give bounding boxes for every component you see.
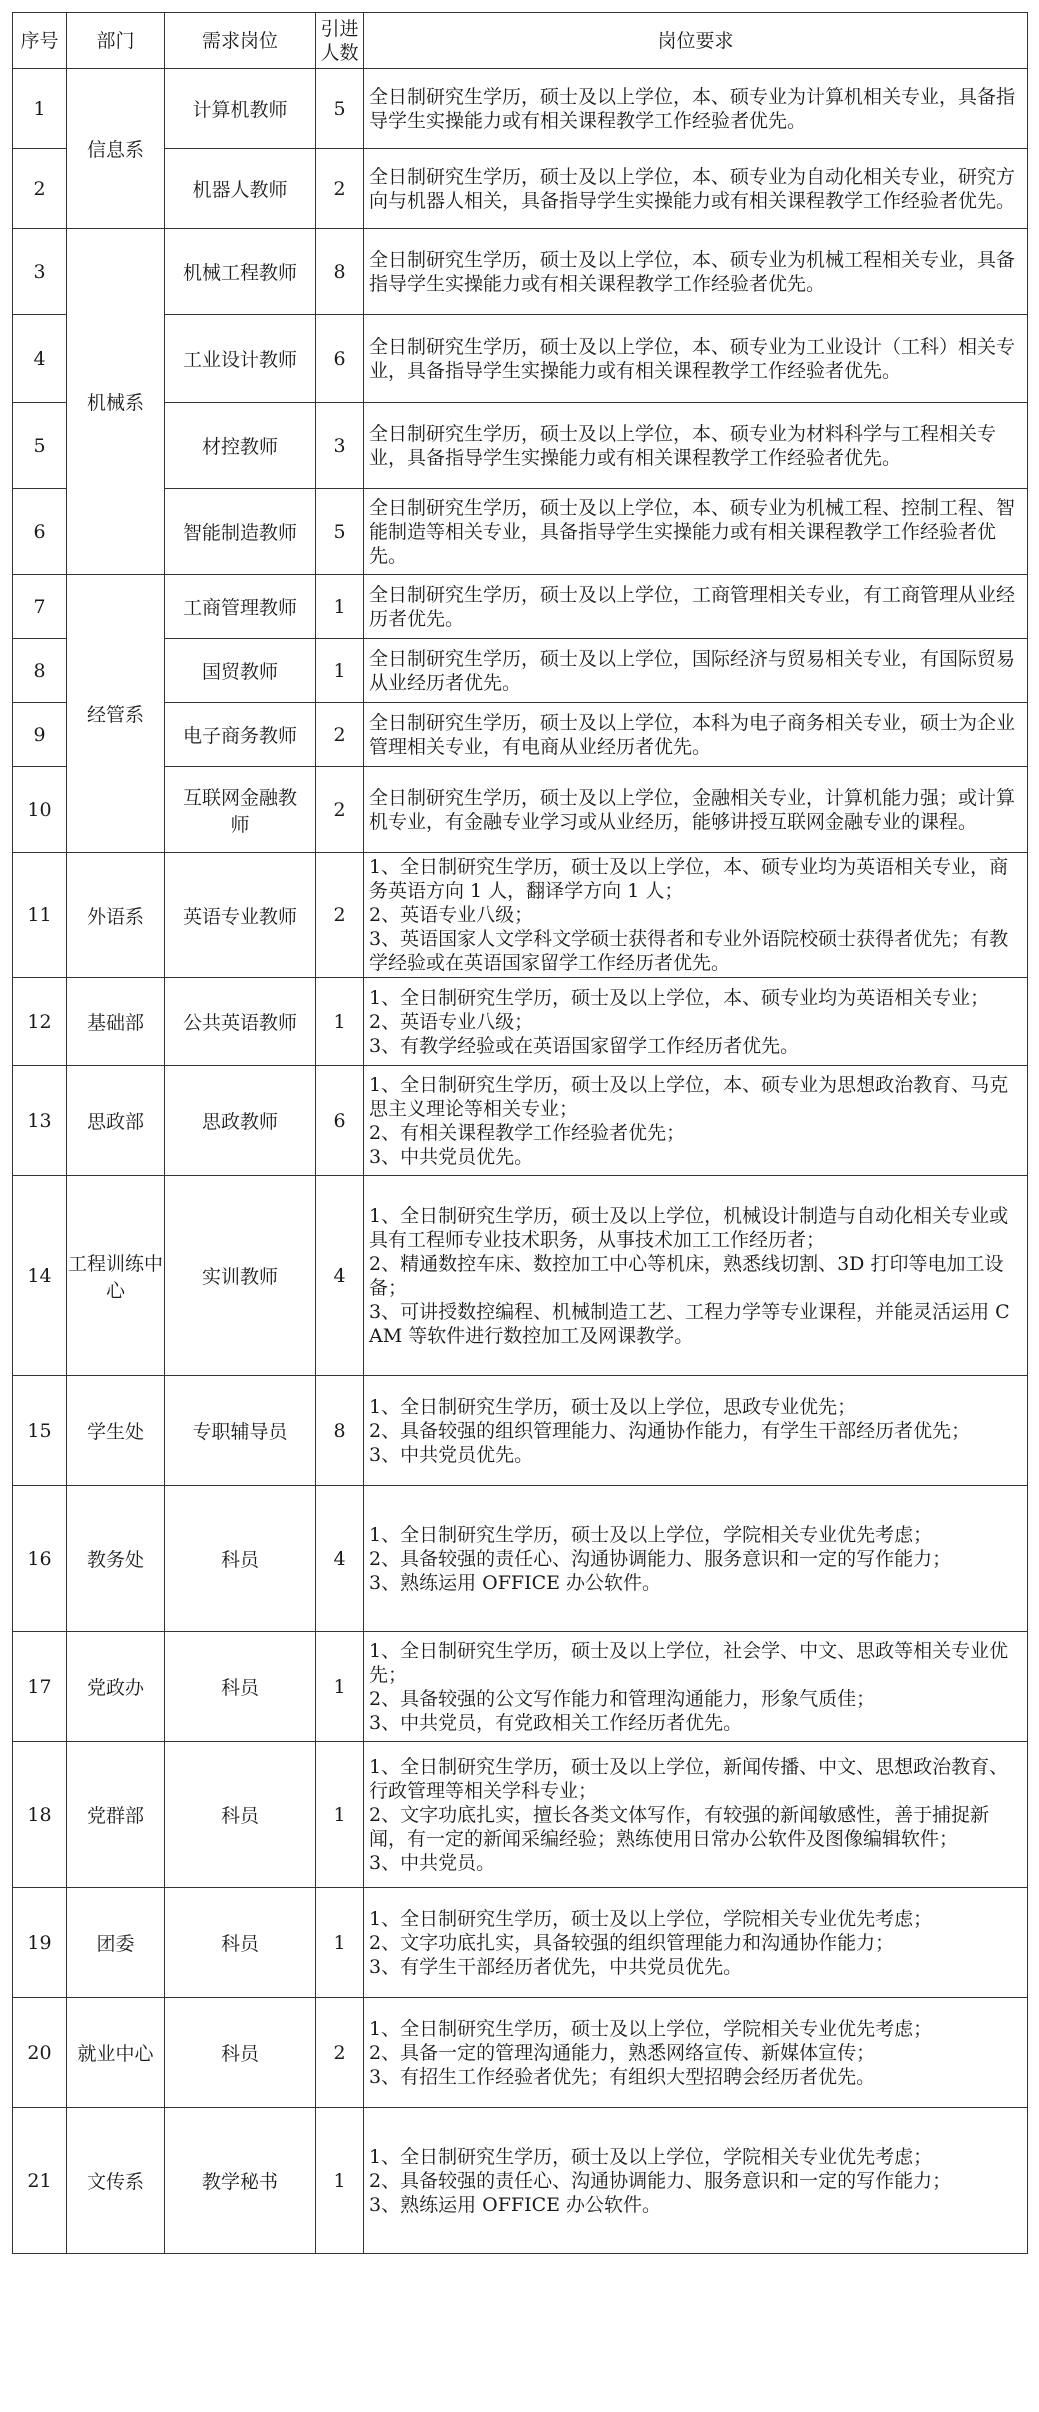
table-row: [13, 489, 1028, 575]
cell-requirements: [364, 1632, 1028, 1742]
requirement-line: 全日制研究生学历，硕士及以上学位，本、硕专业为材料科学与工程相关专业，具备指导学生实操能力或有相关课程教学工作经验者优先。: [369, 422, 997, 469]
cell-position: 教学秘书: [165, 2108, 316, 2254]
cell-department: 学生处: [67, 1376, 165, 1486]
cell-position: 公共英语教师: [165, 978, 316, 1066]
cell-position: 国贸教师: [165, 639, 316, 703]
cell-count: 4: [316, 1486, 364, 1632]
requirement-line: 3、中共党员。: [369, 1851, 496, 1874]
cell-seq: 4: [13, 315, 67, 403]
requirement-line: 1、全日制研究生学历，硕士及以上学位，本、硕专业均为英语相关专业；: [369, 986, 990, 1009]
cell-position: 材控教师: [165, 403, 316, 489]
cell-position: 科员: [165, 1742, 316, 1888]
requirement-line: 3、中共党员优先。: [369, 1145, 534, 1168]
table-row: [13, 69, 1028, 149]
cell-position: 实训教师: [165, 1176, 316, 1376]
recruitment-table: [12, 12, 1028, 2254]
cell-department: 党群部: [67, 1742, 165, 1888]
cell-requirements: [364, 1888, 1028, 1998]
cell-requirements: [364, 1176, 1028, 1376]
cell-position: 工商管理教师: [165, 575, 316, 639]
cell-seq: 11: [13, 853, 67, 978]
table-row: [13, 229, 1028, 315]
table-row: [13, 978, 1028, 1066]
cell-seq: 9: [13, 703, 67, 767]
cell-department: 思政部: [67, 1066, 165, 1176]
cell-position: 专职辅导员: [165, 1376, 316, 1486]
cell-count: 6: [316, 315, 364, 403]
requirement-line: 全日制研究生学历，硕士及以上学位，本科为电子商务相关专业，硕士为企业管理相关专业，有电商从业经历者优先。: [369, 711, 1016, 758]
table-row: [13, 1742, 1028, 1888]
cell-seq: 7: [13, 575, 67, 639]
cell-count: 1: [316, 1632, 364, 1742]
requirement-line: 1、全日制研究生学历，硕士及以上学位，学院相关专业优先考虑；: [369, 2145, 933, 2168]
requirement-line: 全日制研究生学历，硕士及以上学位，本、硕专业为工业设计（工科）相关专业，具备指导学生实操能力或有相关课程教学工作经验者优先。: [369, 335, 1016, 382]
cell-position: 电子商务教师: [165, 703, 316, 767]
cell-requirements: [364, 575, 1028, 639]
requirement-line: 1、全日制研究生学历，硕士及以上学位，学院相关专业优先考虑；: [369, 2017, 933, 2040]
requirement-line: 全日制研究生学历，硕士及以上学位，本、硕专业为机械工程相关专业，具备指导学生实操能力或有相关课程教学工作经验者优先。: [369, 248, 1016, 295]
cell-requirements: [364, 1376, 1028, 1486]
cell-requirements: [364, 1486, 1028, 1632]
cell-count: 2: [316, 1998, 364, 2108]
cell-position: 互联网金融教师: [165, 767, 316, 853]
cell-seq: 6: [13, 489, 67, 575]
cell-seq: 10: [13, 767, 67, 853]
cell-requirements: [364, 1998, 1028, 2108]
cell-count: 1: [316, 2108, 364, 2254]
cell-position: 英语专业教师: [165, 853, 316, 978]
requirement-line: 1、全日制研究生学历，硕士及以上学位，机械设计制造与自动化相关专业或具有工程师专业技术职务，从事技术加工工作经历者；: [369, 1204, 1009, 1251]
requirement-line: 3、中共党员，有党政相关工作经历者优先。: [369, 1711, 743, 1734]
cell-count: 2: [316, 853, 364, 978]
table-row: [13, 315, 1028, 403]
cell-position: 机器人教师: [165, 149, 316, 229]
cell-department: 工程训练中心: [67, 1176, 165, 1376]
requirement-line: 2、文字功底扎实，擅长各类文体写作，有较强的新闻敏感性，善于捕捉新闻，有一定的新闻采编经验；熟练使用日常办公软件及图像编辑软件；: [369, 1803, 990, 1850]
requirement-line: 全日制研究生学历，硕士及以上学位，金融相关专业，计算机能力强；或计算机专业，有金融专业学习或从业经历，能够讲授互联网金融专业的课程。: [369, 786, 1016, 833]
cell-position: 智能制造教师: [165, 489, 316, 575]
cell-position: 科员: [165, 1486, 316, 1632]
cell-count: 4: [316, 1176, 364, 1376]
requirement-line: 1、全日制研究生学历，硕士及以上学位，学院相关专业优先考虑；: [369, 1523, 933, 1546]
cell-count: 6: [316, 1066, 364, 1176]
cell-department: 党政办: [67, 1632, 165, 1742]
requirement-line: 2、有相关课程教学工作经验者优先；: [369, 1121, 686, 1144]
table-row: [13, 1176, 1028, 1376]
cell-department: 文传系: [67, 2108, 165, 2254]
cell-position: 机械工程教师: [165, 229, 316, 315]
table-row: [13, 1888, 1028, 1998]
table-row: [13, 1632, 1028, 1742]
cell-count: 1: [316, 978, 364, 1066]
cell-seq: 5: [13, 403, 67, 489]
requirement-line: 1、全日制研究生学历，硕士及以上学位，本、硕专业为思想政治教育、马克思主义理论等相关专业；: [369, 1073, 1009, 1120]
table-row: [13, 1376, 1028, 1486]
cell-count: 5: [316, 69, 364, 149]
requirement-line: 2、具备较强的责任心、沟通协调能力、服务意识和一定的写作能力；: [369, 2169, 952, 2192]
requirement-line: 2、英语专业八级；: [369, 904, 534, 926]
cell-seq: 14: [13, 1176, 67, 1376]
header-dept: 部门: [67, 13, 165, 69]
cell-requirements: [364, 489, 1028, 575]
cell-position: 工业设计教师: [165, 315, 316, 403]
table-row: [13, 639, 1028, 703]
requirement-line: 1、全日制研究生学历，硕士及以上学位，社会学、中文、思政等相关专业优先；: [369, 1639, 1009, 1686]
cell-requirements: [364, 69, 1028, 149]
requirement-line: 1、全日制研究生学历，硕士及以上学位，本、硕专业均为英语相关专业，商务英语方向 1 人，翻译学方向 1 人；: [369, 856, 1009, 902]
requirement-line: 3、有教学经验或在英语国家留学工作经历者优先。: [369, 1034, 800, 1057]
cell-requirements: [364, 315, 1028, 403]
cell-department: 机械系: [67, 229, 165, 575]
cell-department: 经管系: [67, 575, 165, 853]
table-row: [13, 149, 1028, 229]
cell-position: 科员: [165, 1888, 316, 1998]
cell-requirements: [364, 403, 1028, 489]
cell-count: 5: [316, 489, 364, 575]
requirement-line: 全日制研究生学历，硕士及以上学位，工商管理相关专业，有工商管理从业经历者优先。: [369, 583, 1016, 630]
requirement-line: 3、熟练运用 OFFICE 办公软件。: [369, 2193, 662, 2216]
requirement-line: 1、全日制研究生学历，硕士及以上学位，新闻传播、中文、思想政治教育、行政管理等相关学科专业；: [369, 1755, 1009, 1802]
cell-requirements: [364, 703, 1028, 767]
cell-requirements: [364, 639, 1028, 703]
table-row: [13, 2108, 1028, 2254]
requirement-line: 3、熟练运用 OFFICE 办公软件。: [369, 1571, 662, 1594]
cell-department: 就业中心: [67, 1998, 165, 2108]
requirement-line: 全日制研究生学历，硕士及以上学位，本、硕专业为机械工程、控制工程、智能制造等相关专业，具备指导学生实操能力或有相关课程教学工作经验者优先。: [369, 496, 1016, 567]
cell-position: 思政教师: [165, 1066, 316, 1176]
requirement-line: 2、具备一定的管理沟通能力，熟悉网络宣传、新媒体宣传；: [369, 2041, 876, 2064]
cell-count: 1: [316, 639, 364, 703]
table-body: [13, 69, 1028, 2254]
cell-requirements: [364, 978, 1028, 1066]
cell-position: 科员: [165, 1632, 316, 1742]
cell-requirements: [364, 1742, 1028, 1888]
cell-count: 2: [316, 703, 364, 767]
cell-department: 基础部: [67, 978, 165, 1066]
cell-requirements: [364, 149, 1028, 229]
header-position: 需求岗位: [165, 13, 316, 69]
table-row: [13, 403, 1028, 489]
cell-count: 8: [316, 229, 364, 315]
requirement-line: 全日制研究生学历，硕士及以上学位，国际经济与贸易相关专业，有国际贸易从业经历者优先。: [369, 647, 1016, 694]
header-requirements: 岗位要求: [364, 13, 1028, 69]
cell-seq: 3: [13, 229, 67, 315]
header-row: [13, 13, 1028, 69]
table-row: [13, 1998, 1028, 2108]
table-row: [13, 767, 1028, 853]
cell-seq: 12: [13, 978, 67, 1066]
requirement-line: 2、精通数控车床、数控加工中心等机床，熟悉线切割、3D 打印等电加工设备；: [369, 1252, 1004, 1299]
cell-position: 科员: [165, 1998, 316, 2108]
header-count: 引进人数: [316, 13, 364, 69]
cell-seq: 16: [13, 1486, 67, 1632]
cell-position: 计算机教师: [165, 69, 316, 149]
cell-seq: 21: [13, 2108, 67, 2254]
requirement-line: 3、可讲授数控编程、机械制造工艺、工程力学等专业课程，并能灵活运用 CAM 等软件进行数控加工及网课教学。: [369, 1300, 1010, 1347]
cell-department: 团委: [67, 1888, 165, 1998]
requirement-line: 3、有招生工作经验者优先；有组织大型招聘会经历者优先。: [369, 2065, 876, 2088]
cell-count: 1: [316, 1888, 364, 1998]
requirement-line: 全日制研究生学历，硕士及以上学位，本、硕专业为自动化相关专业，研究方向与机器人相关，具备指导学生实操能力或有相关课程教学工作经验者优先。: [369, 165, 1016, 212]
cell-count: 2: [316, 149, 364, 229]
cell-seq: 19: [13, 1888, 67, 1998]
cell-requirements: [364, 229, 1028, 315]
cell-requirements: [364, 1066, 1028, 1176]
cell-seq: 2: [13, 149, 67, 229]
cell-count: 2: [316, 767, 364, 853]
requirement-line: 2、具备较强的公文写作能力和管理沟通能力，形象气质佳；: [369, 1687, 876, 1710]
requirement-line: 3、中共党员优先。: [369, 1443, 534, 1466]
requirement-line: 3、有学生干部经历者优先，中共党员优先。: [369, 1955, 743, 1978]
cell-requirements: [364, 2108, 1028, 2254]
cell-seq: 8: [13, 639, 67, 703]
cell-seq: 1: [13, 69, 67, 149]
cell-requirements: [364, 853, 1028, 978]
requirement-line: 1、全日制研究生学历，硕士及以上学位，思政专业优先；: [369, 1395, 857, 1418]
cell-seq: 20: [13, 1998, 67, 2108]
table-row: [13, 575, 1028, 639]
table-row: [13, 703, 1028, 767]
requirement-line: 2、具备较强的组织管理能力、沟通协作能力，有学生干部经历者优先；: [369, 1419, 971, 1442]
cell-department: 外语系: [67, 853, 165, 978]
requirement-line: 2、文字功底扎实，具备较强的组织管理能力和沟通协作能力；: [369, 1931, 895, 1954]
cell-seq: 15: [13, 1376, 67, 1486]
cell-department: 教务处: [67, 1486, 165, 1632]
requirement-line: 1、全日制研究生学历，硕士及以上学位，学院相关专业优先考虑；: [369, 1907, 933, 1930]
table-row: [13, 1066, 1028, 1176]
requirement-line: 全日制研究生学历，硕士及以上学位，本、硕专业为计算机相关专业，具备指导学生实操能力或有相关课程教学工作经验者优先。: [369, 85, 1016, 132]
cell-requirements: [364, 767, 1028, 853]
cell-count: 8: [316, 1376, 364, 1486]
requirement-line: 2、英语专业八级；: [369, 1010, 534, 1033]
cell-seq: 18: [13, 1742, 67, 1888]
table-row: [13, 853, 1028, 978]
cell-seq: 17: [13, 1632, 67, 1742]
header-seq: 序号: [13, 13, 67, 69]
cell-count: 1: [316, 1742, 364, 1888]
requirement-line: 3、英语国家人文学科文学硕士获得者和专业外语院校硕士获得者优先；有教学经验或在英语国家留学工作经历者优先。: [369, 928, 1009, 974]
cell-department: 信息系: [67, 69, 165, 229]
cell-count: 3: [316, 403, 364, 489]
cell-count: 1: [316, 575, 364, 639]
cell-seq: 13: [13, 1066, 67, 1176]
requirement-line: 2、具备较强的责任心、沟通协调能力、服务意识和一定的写作能力；: [369, 1547, 952, 1570]
table-row: [13, 1486, 1028, 1632]
